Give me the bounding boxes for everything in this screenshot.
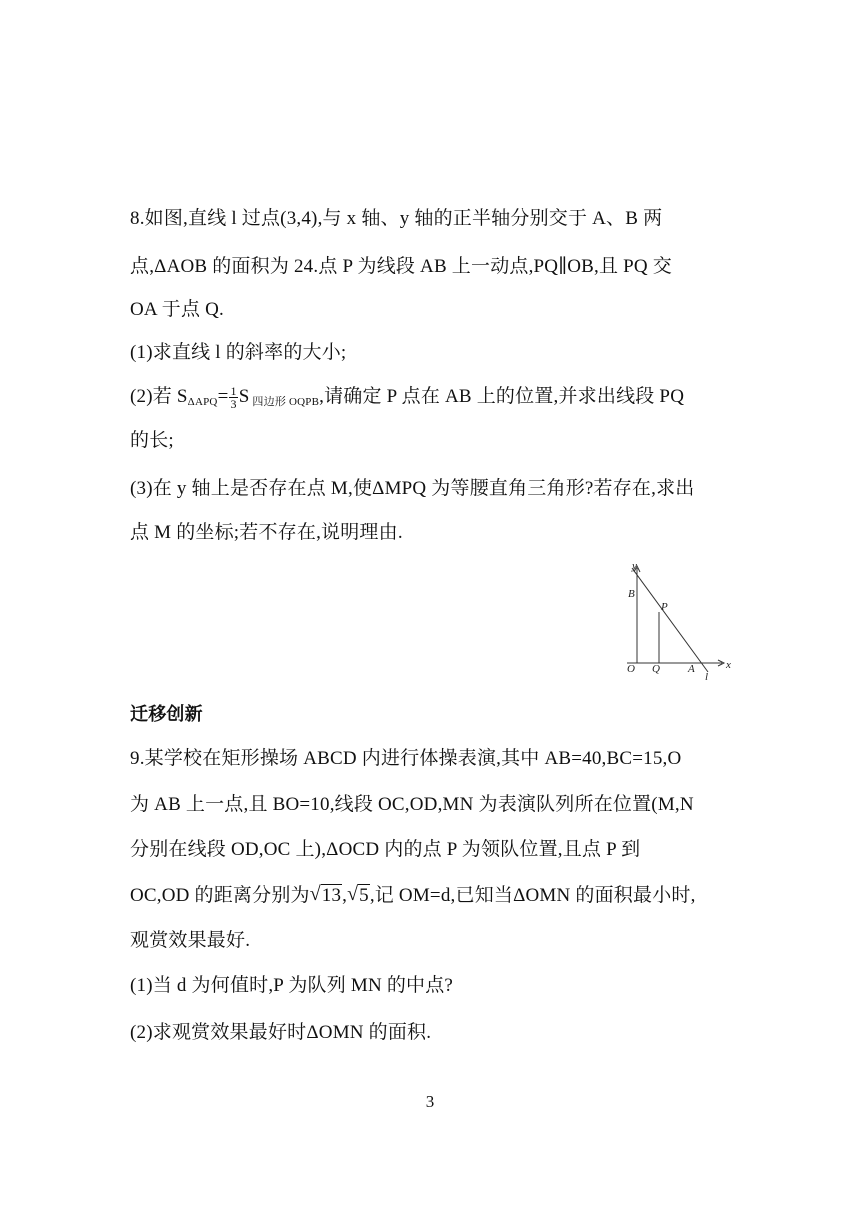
fraction-numerator: 1 xyxy=(230,384,237,399)
q8-line-2: 点,ΔAOB 的面积为 24.点 P 为线段 AB 上一动点,PQ∥OB,且 PQ 交 xyxy=(130,256,672,277)
label-y: y xyxy=(632,560,637,572)
label-b: B xyxy=(628,588,635,600)
q9-line-1: 9.某学校在矩形操场 ABCD 内进行体操表演,其中 AB=40,BC=15,O xyxy=(130,748,682,769)
q9-line-4-prefix: OC,OD 的距离分别为 xyxy=(130,885,310,906)
coordinate-figure xyxy=(612,560,742,690)
q8-line-3: OA 于点 Q. xyxy=(130,299,224,320)
q8-line-1: 8.如图,直线 l 过点(3,4),与 x 轴、y 轴的正半轴分别交于 A、B 两 xyxy=(130,208,663,229)
equals-sign: = xyxy=(217,386,229,407)
fraction-denominator: 3 xyxy=(230,397,237,412)
label-l: l xyxy=(705,671,709,683)
q8-part-3-line-2: 点 M 的坐标;若不存在,说明理由. xyxy=(130,522,403,543)
q9-line-4 xyxy=(130,884,696,908)
q9-line-5: 观赏效果最好. xyxy=(130,930,251,951)
radical-sign: √ xyxy=(309,883,321,905)
area-subscript-oqpb: 四边形 OQPB xyxy=(249,396,320,408)
radical-sign: √ xyxy=(347,883,359,905)
area-subscript-apq: ΔAPQ xyxy=(187,396,218,408)
q9-part-1: (1)当 d 为何值时,P 为队列 MN 的中点? xyxy=(130,975,454,996)
area-symbol: S xyxy=(238,386,250,407)
q8-part-3-line-1: (3)在 y 轴上是否存在点 M,使ΔMPQ 为等腰直角三角形?若存在,求出 xyxy=(130,478,695,499)
part2-prefix: (2)若 S xyxy=(130,386,188,407)
line-l xyxy=(632,568,708,672)
q8-part-2 xyxy=(130,385,684,414)
part2-rest: ,请确定 P 点在 AB 上的位置,并求出线段 PQ xyxy=(319,386,685,407)
label-o: O xyxy=(627,663,635,675)
q8-part-1: (1)求直线 l 的斜率的大小; xyxy=(130,342,347,363)
q9-part-2: (2)求观赏效果最好时ΔOMN 的面积. xyxy=(130,1022,432,1043)
q9-line-3: 分别在线段 OD,OC 上),ΔOCD 内的点 P 为领队位置,且点 P 到 xyxy=(130,839,641,860)
page-number: 3 xyxy=(425,1092,435,1111)
label-p: P xyxy=(661,601,668,613)
label-q: Q xyxy=(652,663,660,675)
label-x: x xyxy=(726,659,731,671)
q9-line-4-rest: ,记 OM=d,已知当ΔOMN 的面积最小时, xyxy=(369,885,696,906)
sqrt-13 xyxy=(310,884,342,908)
label-a: A xyxy=(688,663,695,675)
radicand-5: 5 xyxy=(359,885,369,906)
fraction-one-third xyxy=(229,385,237,410)
radicand-13: 13 xyxy=(321,885,342,906)
sqrt-5 xyxy=(347,884,370,908)
q9-line-2: 为 AB 上一点,且 BO=10,线段 OC,OD,MN 为表演队列所在位置(M,N xyxy=(130,794,694,815)
section-title: 迁移创新 xyxy=(130,704,203,725)
q8-part-2-line-2: 的长; xyxy=(130,430,174,451)
comma: , xyxy=(342,885,348,906)
